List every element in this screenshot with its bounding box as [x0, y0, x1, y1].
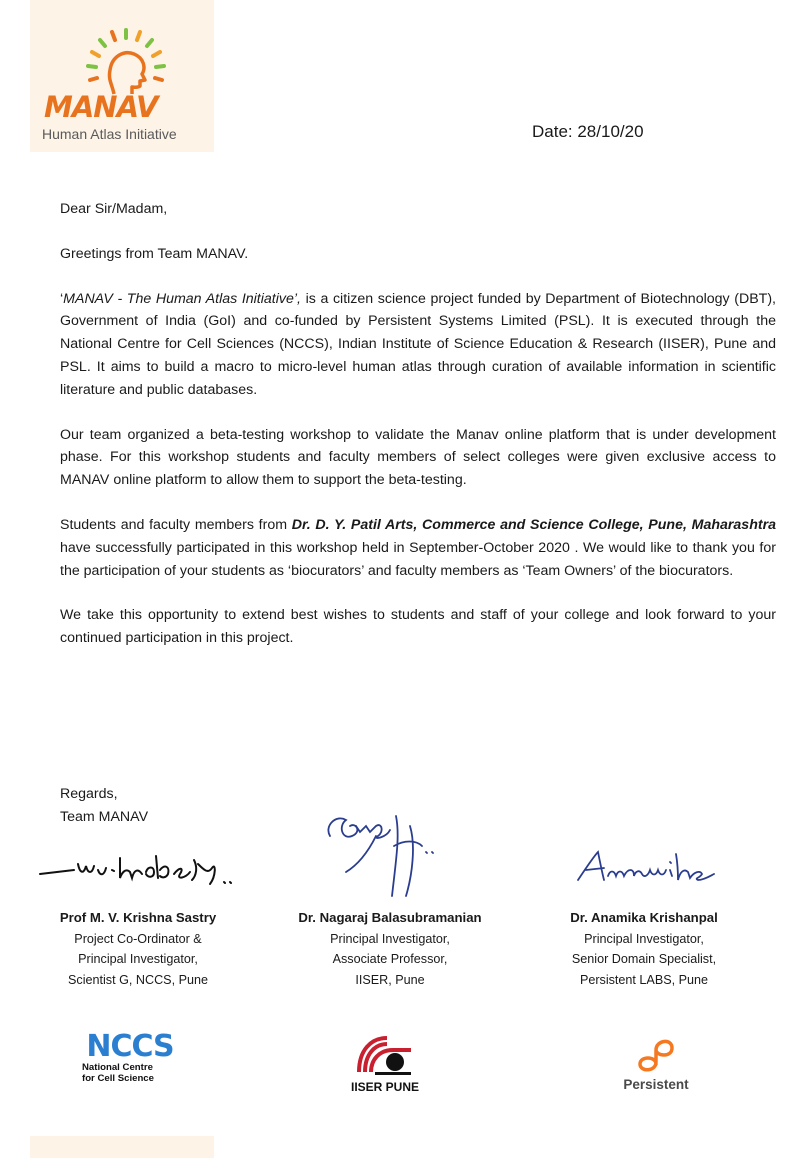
regards: Regards,	[60, 786, 118, 802]
paragraph-college-rest: have successfully participated in this workshop held in September-October 2020 . We would like to thank you for the participation of your students as ‘biocurators’ and faculty members as ‘Team Owners’ of the biocurators.	[60, 539, 776, 579]
iiser-logo-text: IISER PUNE	[350, 1080, 419, 1094]
signatory-name: Dr. Nagaraj Balasubramanian	[298, 910, 482, 925]
signatory-block-balasubramanian	[280, 908, 500, 990]
signatory-title: Principal Investigator,	[78, 952, 198, 966]
letter-body	[60, 198, 776, 672]
paragraph-intro-text: is a citizen science project funded by Department of Biotechnology (DBT), Government of India (GoI) and co-funded by Persistent Systems Limited (PSL). It is executed through the National Centre for Cell Sciences (NCCS), Indian Institute of Science Education & Research (IISER), Pune and PSL. It aims to build a macro to micro-level human atlas through curation of available information in scientific literature and public databases.	[60, 290, 776, 398]
signatory-affiliation: IISER, Pune	[355, 972, 425, 987]
signoff	[60, 783, 148, 829]
nccs-logo-line: for Cell Science	[82, 1073, 154, 1084]
project-name: MANAV - The Human Atlas Initiative’,	[63, 290, 301, 307]
paragraph-wishes: We take this opportunity to extend best wishes to students and staff of your college and look forward to your continued participation in this project.	[60, 607, 776, 647]
signatory-block-krishanpal	[534, 908, 754, 990]
college-name: Dr. D. Y. Patil Arts, Commerce and Science College, Pune, Maharashtra	[291, 516, 776, 533]
signatory-title: Principal Investigator,	[584, 931, 704, 946]
persistent-logo	[606, 1032, 706, 1092]
signature-balasubramanian	[316, 796, 446, 906]
quote-open: ‘	[60, 290, 64, 307]
signatory-name: Prof M. V. Krishna Sastry	[59, 910, 217, 925]
paragraph-intro	[60, 288, 776, 402]
manav-logo	[40, 24, 210, 148]
signatory-title: Senior Domain Specialist,	[571, 952, 717, 966]
team-name: Team MANAV	[60, 808, 149, 825]
persistent-emblem-icon	[636, 1032, 676, 1076]
signatory-title: Project Co-Ordinator &	[74, 931, 202, 946]
paragraph-college	[60, 514, 776, 582]
signatory-block-sastry	[28, 908, 248, 990]
paragraph-college-start: Students and faculty members from	[60, 516, 292, 533]
signatory-name: Dr. Anamika Krishanpal	[570, 910, 718, 925]
signature-sastry	[34, 848, 244, 892]
signature-krishanpal	[574, 846, 724, 890]
signatory-affiliation: Persistent LABS, Pune	[579, 972, 709, 987]
signatory-title: Associate Professor,	[332, 952, 448, 966]
persistent-logo-text: Persistent	[623, 1077, 689, 1092]
nccs-logo-mark: NCCS	[86, 1029, 174, 1064]
footer-band	[30, 1136, 214, 1158]
nccs-logo	[80, 1029, 180, 1084]
signatory-title: Principal Investigator,	[330, 931, 450, 946]
paragraph-workshop: Our team organized a beta-testing workshop to validate the Manav online platform that is under development phase. For this workshop students and faculty members of select colleges were given exclusive access to MANAV online platform to allow them to support the beta-testing.	[60, 426, 776, 489]
iiser-emblem-icon	[353, 1032, 417, 1078]
iiser-logo	[340, 1032, 430, 1094]
letter-date: Date: 28/10/20	[532, 122, 644, 141]
salutation: Dear Sir/Madam,	[60, 201, 168, 217]
signatory-affiliation: Scientist G, NCCS, Pune	[68, 972, 208, 987]
nccs-logo-line: National Centre	[82, 1062, 153, 1073]
manav-logo-tagline: Human Atlas Initiative	[42, 126, 177, 142]
greeting: Greetings from Team MANAV.	[60, 245, 249, 262]
manav-logo-word: MANAV	[44, 90, 158, 124]
